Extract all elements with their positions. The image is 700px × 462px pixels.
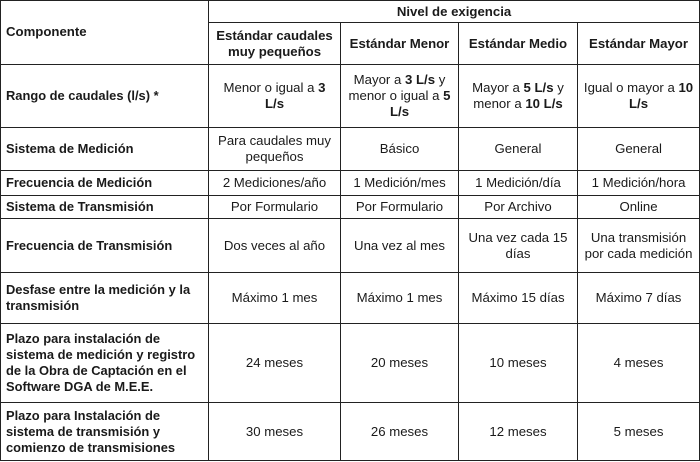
table-cell: General [578, 127, 700, 170]
cell-bold-value: 3 L/s [264, 79, 326, 111]
table-cell: Dos veces al año [209, 219, 341, 273]
column-header-medio: Estándar Medio [459, 23, 578, 65]
table-cell: 2 Mediciones/año [209, 170, 341, 195]
table-row [1, 195, 700, 218]
table-cell: Para caudales muy pequeños [209, 127, 341, 170]
table-cell: 1 Medición/hora [578, 170, 700, 195]
cell-bold-value: 5 L/s [389, 87, 451, 119]
table-cell: 4 meses [578, 323, 700, 402]
cell-text: Igual o mayor a [583, 79, 679, 95]
table-row [1, 219, 700, 273]
table-cell: 30 meses [209, 403, 341, 461]
table-cell [578, 64, 700, 127]
table-cell: General [459, 127, 578, 170]
cell-text: y menor o igual a [348, 71, 446, 103]
table-cell: 12 meses [459, 403, 578, 461]
column-header-muy-pequenos: Estándar caudales muy pequeños [209, 23, 341, 65]
table-row [1, 403, 700, 461]
table-cell: Online [578, 195, 700, 218]
cell-bold-value: 10 L/s [525, 95, 563, 111]
table-cell: Una transmisión por cada medición [578, 219, 700, 273]
table-cell: 5 meses [578, 403, 700, 461]
table-cell: Máximo 1 mes [341, 273, 459, 324]
row-label: Desfase entre la medición y la transmisión [1, 273, 209, 324]
table-cell: Una vez al mes [341, 219, 459, 273]
cell-bold-value: 10 L/s [628, 79, 694, 111]
table-cell: Máximo 15 días [459, 273, 578, 324]
table-row [1, 273, 700, 324]
cell-bold-value: 3 L/s [404, 71, 436, 87]
level-header: Nivel de exigencia [209, 1, 700, 23]
cell-text: Mayor a [353, 71, 405, 87]
column-header-menor: Estándar Menor [341, 23, 459, 65]
table-row [1, 127, 700, 170]
row-label: Frecuencia de Transmisión [1, 219, 209, 273]
column-header-mayor: Estándar Mayor [578, 23, 700, 65]
cell-text: Mayor a [472, 79, 524, 95]
row-label: Sistema de Transmisión [1, 195, 209, 218]
table-cell: 1 Medición/día [459, 170, 578, 195]
row-label: Plazo para Instalación de sistema de transmisión y comienzo de transmisiones [1, 403, 209, 461]
table-cell: Por Formulario [341, 195, 459, 218]
header-row-top [1, 1, 700, 23]
table-cell: Máximo 1 mes [209, 273, 341, 324]
table-cell: 20 meses [341, 323, 459, 402]
table-cell: Básico [341, 127, 459, 170]
table-cell: Por Formulario [209, 195, 341, 218]
table-cell [459, 64, 578, 127]
row-label: Sistema de Medición [1, 127, 209, 170]
table-cell: 24 meses [209, 323, 341, 402]
table-row [1, 323, 700, 402]
table-cell: Máximo 7 días [578, 273, 700, 324]
table-cell: Por Archivo [459, 195, 578, 218]
cell-text: Menor o igual a [223, 79, 319, 95]
row-label: Frecuencia de Medición [1, 170, 209, 195]
table-cell [209, 64, 341, 127]
table-row [1, 64, 700, 127]
table-row [1, 170, 700, 195]
table-cell: 10 meses [459, 323, 578, 402]
cell-text: y menor a [473, 79, 564, 111]
row-label: Plazo para instalación de sistema de medición y registro de la Obra de Captación en el Software DGA de M.E.E. [1, 323, 209, 402]
cell-bold-value: 5 L/s [523, 79, 554, 95]
table-cell: 1 Medición/mes [341, 170, 459, 195]
component-header: Componente [1, 1, 209, 65]
row-label: Rango de caudales (l/s) * [1, 64, 209, 127]
table-cell [341, 64, 459, 127]
table-cell: Una vez cada 15 días [459, 219, 578, 273]
table-cell: 26 meses [341, 403, 459, 461]
